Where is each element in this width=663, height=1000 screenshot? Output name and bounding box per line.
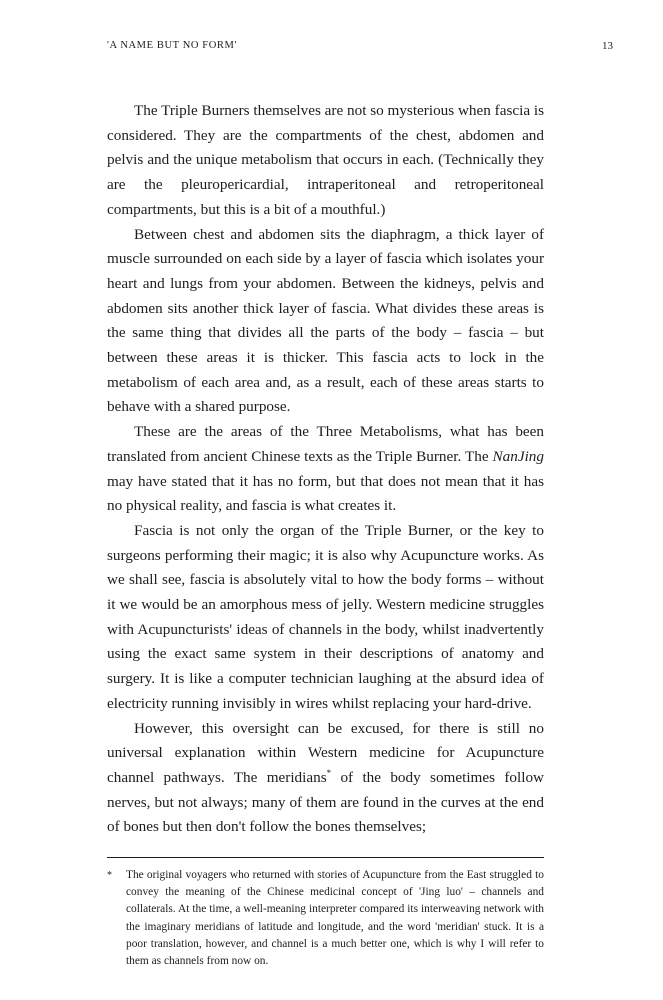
paragraph: Between chest and abdomen sits the diaphragm, a thick layer of muscle surrounded on each side by a layer of fascia which isolates your heart and lungs from your abdomen. Between the kidneys, pelvis and abdomen sits another thick layer of fascia. What divides these areas is the same thing that divides all the parts of the body – fascia – but between these areas it is thicker. This fascia acts to lock in the metabolism of each area and, as a result, each of these areas starts to behave with a shared purpose. xyxy=(107,225,544,416)
paragraph-text: These are the areas of the Three Metabolisms, what has been translated from ancient Chinese texts as the Triple Burner. The xyxy=(107,423,544,465)
paragraph-text: may have stated that it has no form, but that does not mean that it has no physical reality, and fascia is what creates it. xyxy=(107,472,544,515)
footnote-reference: * xyxy=(326,767,332,778)
paragraph-text: of the body sometimes follow nerves, but not always; many of them are found in the curves at the end of bones but then don't follow the bones themselves; xyxy=(107,768,544,836)
paragraph xyxy=(107,717,544,841)
paragraph: Fascia is not only the organ of the Triple Burner, or the key to surgeons performing their magic; it is also why Acupuncture works. As we shall see, fascia is absolutely vital to how the body forms – without it we would be an amorphous mess of jelly. Western medicine struggles with Acupuncturists' ideas of channels in the body, whilst inadvertently using the exact same system in their descriptions of anatomy and surgery. It is like a computer technician laughing at the absurd idea of electricity running invisibly in wires whilst replacing your hard-drive. xyxy=(107,521,544,712)
footnote-divider xyxy=(107,857,544,858)
running-head: 'A NAME BUT NO FORM' xyxy=(107,40,237,51)
page-number: 13 xyxy=(602,40,613,52)
paragraph xyxy=(107,420,544,519)
main-text xyxy=(107,99,544,840)
paragraph-text: However, this oversight can be excused, for there is still no universal explanation within Western medicine for Acupuncture channel pathways. The meridians xyxy=(107,719,544,786)
footnote-marker: * xyxy=(107,870,112,881)
book-title: NanJing xyxy=(492,447,544,465)
footnote xyxy=(107,867,544,970)
footnote-text: The original voyagers who returned with stories of Acupuncture from the East struggled to convey the meaning of the Chinese medicinal concept of 'Jing luo' – channels and collaterals. At the time, a well-meaning interpreter compared its interweaving network with the imaginary meridians of latitude and longitude, and the word 'meridian' stuck. It is a poor translation, however, and channel is a much better one, which is why I will refer to them as channels from now on. xyxy=(126,869,544,968)
paragraph: The Triple Burners themselves are not so mysterious when fascia is considered. They are the compartments of the chest, abdomen and pelvis and the unique metabolism that occurs in each. (Technically they are the pleuropericardial, intraperitoneal and retroperitoneal compartments, but this is a bit of a mouthful.) xyxy=(107,102,544,218)
